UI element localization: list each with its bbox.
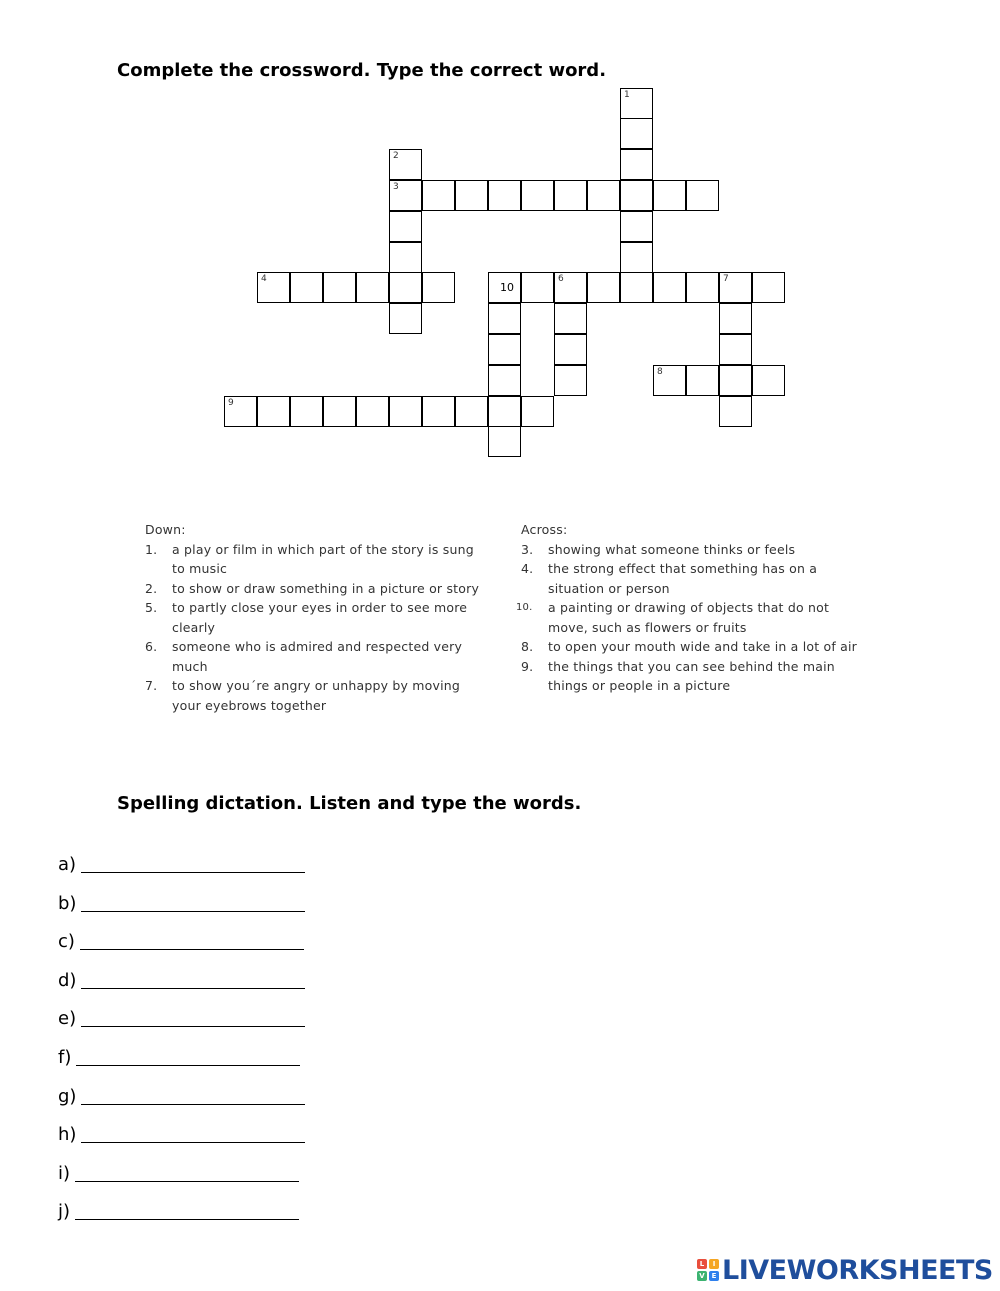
crossword-cell[interactable] — [686, 272, 719, 303]
crossword-cell[interactable] — [620, 180, 653, 211]
crossword-cell[interactable] — [620, 272, 653, 303]
crossword-cell[interactable] — [554, 365, 587, 396]
crossword-cell[interactable] — [389, 396, 422, 427]
clue-across: 4. the strong effect that something has on a situation or person — [521, 561, 818, 596]
crossword-cell[interactable] — [488, 334, 521, 365]
crossword-cell[interactable] — [554, 334, 587, 365]
crossword-cell[interactable] — [455, 396, 488, 427]
crossword-cell[interactable] — [323, 272, 356, 303]
crossword-cell[interactable] — [323, 396, 356, 427]
crossword-cell[interactable] — [719, 365, 752, 396]
answer-line[interactable] — [81, 1006, 305, 1027]
clue-across: 9. the things that you can see behind the main things or people in a picture — [521, 658, 835, 693]
dictation-label: f) — [58, 1047, 72, 1068]
dictation-item — [58, 1122, 305, 1152]
dictation-label: a) — [58, 854, 77, 875]
dictation-label: h) — [58, 1124, 77, 1145]
answer-line[interactable] — [81, 968, 305, 989]
clue-across: 3. showing what someone thinks or feels — [521, 541, 796, 557]
dictation-item — [58, 852, 305, 882]
answer-line[interactable] — [75, 1199, 299, 1220]
dictation-item — [58, 1161, 299, 1191]
crossword-cell[interactable] — [455, 180, 488, 211]
dictation-label: i) — [58, 1163, 71, 1184]
crossword-cell[interactable] — [653, 272, 686, 303]
crossword-cell[interactable] — [620, 149, 653, 180]
crossword-cell[interactable] — [422, 180, 455, 211]
crossword-cell[interactable] — [488, 303, 521, 334]
logo-tiles — [697, 1259, 719, 1281]
crossword-cell[interactable] — [488, 365, 521, 396]
crossword-cell[interactable] — [488, 426, 521, 457]
dictation-label: d) — [58, 970, 77, 991]
liveworksheets-logo — [697, 1254, 993, 1286]
down-clues — [145, 520, 485, 715]
dictation-item — [58, 1084, 305, 1114]
crossword-cell[interactable] — [686, 365, 719, 396]
crossword-cell[interactable] — [620, 88, 653, 119]
crossword-cell[interactable] — [257, 396, 290, 427]
dictation-label: g) — [58, 1086, 77, 1107]
clue-down: 2. to show or draw something in a picture or story — [145, 580, 480, 596]
clue-number: 2 — [393, 151, 399, 161]
crossword-cell[interactable] — [257, 272, 290, 303]
crossword-cell[interactable] — [719, 303, 752, 334]
logo-text: LIVEWORKSHEETS — [722, 1254, 993, 1286]
clue-number: 7 — [723, 274, 729, 284]
crossword-cell[interactable] — [554, 272, 587, 303]
dictation-item — [58, 968, 305, 998]
clue-down: 5. to partly close your eyes in order to see more clearly — [145, 600, 468, 635]
dictation-item — [58, 1199, 299, 1229]
logo-tile: V — [697, 1271, 707, 1281]
crossword-cell[interactable] — [488, 272, 521, 303]
crossword-cell[interactable] — [620, 211, 653, 242]
crossword-cell[interactable] — [653, 180, 686, 211]
clue-number: 10 — [500, 281, 514, 294]
crossword-cell[interactable] — [488, 396, 521, 427]
answer-line[interactable] — [80, 929, 304, 950]
answer-line[interactable] — [81, 1122, 305, 1143]
clue-down: 6. someone who is admired and respected very much — [145, 639, 463, 674]
crossword-grid — [0, 0, 1000, 500]
dictation-label: b) — [58, 893, 77, 914]
crossword-cell[interactable] — [719, 396, 752, 427]
dictation-item — [58, 929, 304, 959]
crossword-cell[interactable] — [752, 272, 785, 303]
crossword-cell[interactable] — [719, 334, 752, 365]
dictation-label: j) — [58, 1201, 71, 1222]
crossword-title: Complete the crossword. Type the correct word. — [117, 60, 607, 81]
clue-number: 8 — [657, 367, 663, 377]
logo-tile: L — [697, 1259, 707, 1269]
dictation-label: c) — [58, 931, 75, 952]
crossword-cell[interactable] — [620, 118, 653, 149]
crossword-cell[interactable] — [389, 211, 422, 242]
crossword-cell[interactable] — [389, 242, 422, 273]
crossword-cell[interactable] — [356, 272, 389, 303]
answer-line[interactable] — [81, 891, 305, 912]
crossword-cell[interactable] — [356, 396, 389, 427]
answer-line[interactable] — [81, 852, 305, 873]
crossword-cell[interactable] — [389, 180, 422, 211]
clue-across: 8. to open your mouth wide and take in a lot of air — [521, 639, 858, 654]
crossword-cell[interactable] — [587, 180, 620, 211]
crossword-cell[interactable] — [620, 242, 653, 273]
clue-number: 1 — [624, 90, 630, 100]
answer-line[interactable] — [81, 1084, 305, 1105]
crossword-cell[interactable] — [554, 303, 587, 334]
crossword-cell[interactable] — [290, 396, 323, 427]
crossword-cell[interactable] — [554, 180, 587, 211]
logo-tile: E — [709, 1271, 719, 1281]
logo-tile: I — [709, 1259, 719, 1269]
across-clues — [516, 520, 871, 696]
clue-number: 3 — [393, 182, 399, 192]
dictation-item — [58, 1006, 305, 1036]
dictation-title: Spelling dictation. Listen and type the words. — [117, 793, 582, 814]
crossword-cell[interactable] — [521, 272, 554, 303]
crossword-cell[interactable] — [752, 365, 785, 396]
clue-down: 7. to show you´re angry or unhappy by moving your eyebrows together — [145, 678, 461, 713]
clue-across: 10. a painting or drawing of objects that do not move, such as flowers or fruits — [516, 600, 830, 635]
crossword-cell[interactable] — [521, 180, 554, 211]
answer-line[interactable] — [75, 1161, 299, 1182]
crossword-cell[interactable] — [422, 272, 455, 303]
answer-line[interactable] — [76, 1045, 300, 1066]
dictation-item — [58, 1045, 300, 1075]
crossword-cell[interactable] — [290, 272, 323, 303]
clue-number: 4 — [261, 274, 267, 284]
down-heading: Down: — [145, 522, 186, 537]
across-heading: Across: — [521, 522, 568, 537]
crossword-cell[interactable] — [422, 396, 455, 427]
crossword-cell[interactable] — [653, 365, 686, 396]
crossword-cell[interactable] — [686, 180, 719, 211]
clue-down: 1. a play or film in which part of the story is sung to music — [145, 541, 474, 576]
dictation-label: e) — [58, 1008, 77, 1029]
crossword-cell[interactable] — [488, 180, 521, 211]
dictation-item — [58, 891, 305, 921]
crossword-cell[interactable] — [389, 272, 422, 303]
clue-number: 9 — [228, 398, 234, 408]
crossword-cell[interactable] — [389, 149, 422, 180]
clue-number: 6 — [558, 274, 564, 284]
crossword-cell[interactable] — [587, 272, 620, 303]
crossword-cell[interactable] — [521, 396, 554, 427]
crossword-cell[interactable] — [719, 272, 752, 303]
crossword-cell[interactable] — [224, 396, 257, 427]
crossword-cell[interactable] — [389, 303, 422, 334]
